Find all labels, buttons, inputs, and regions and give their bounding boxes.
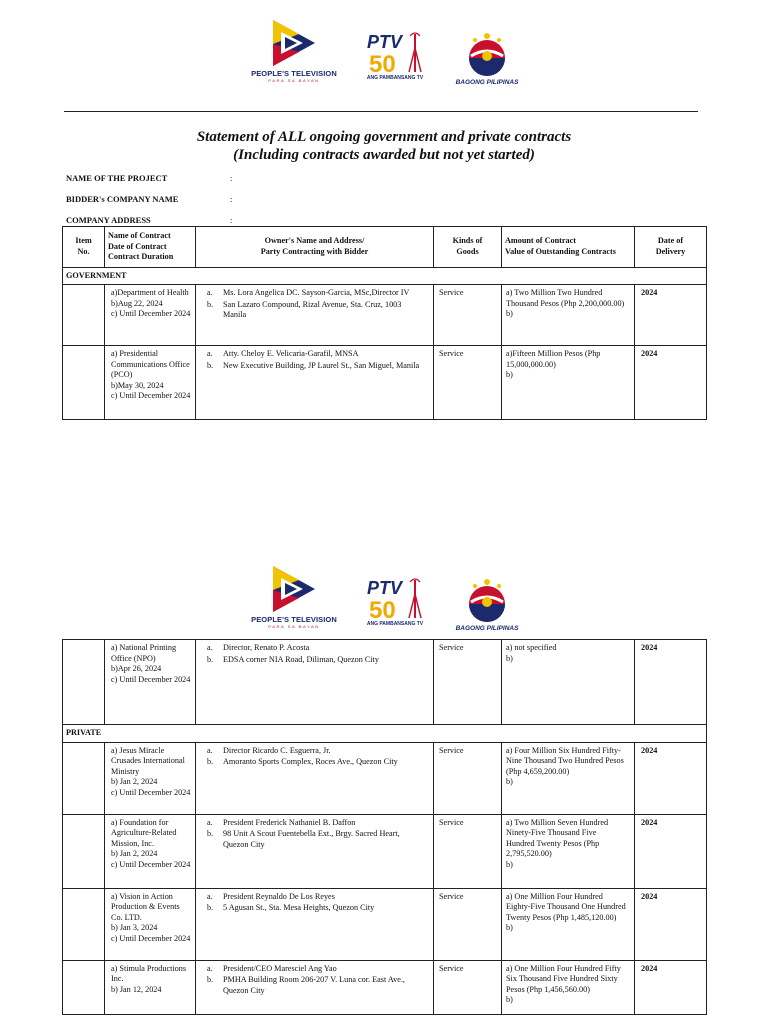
bagong-pilipinas-caption: BAGONG PILIPINAS xyxy=(455,79,519,86)
list-item: b. PMHA Building Room 206-207 V. Luna cor. East Ave., Quezon City xyxy=(207,975,405,995)
amount-cell: a)Fifteen Million Pesos (Php 15,000,000.00) b) xyxy=(502,346,635,420)
svg-text:50: 50 xyxy=(369,51,396,74)
bagong-pilipinas-seal-icon xyxy=(459,26,515,78)
section-label-government: GOVERNMENT xyxy=(63,267,707,285)
title-line-1: Statement of ALL ongoing government and private contracts xyxy=(196,129,572,145)
owner-cell xyxy=(196,640,434,725)
contract-cell: a) Foundation for Agriculture-Related Mission, Inc. b) Jan 2, 2024 c) Until December 2024 xyxy=(105,814,196,888)
delivery-cell: 2024 xyxy=(635,888,707,960)
project-name-field xyxy=(66,173,233,183)
list-item: b. 5 Agusan St., Sta. Mesa Heights, Quezon City xyxy=(207,903,375,912)
ptv-logo xyxy=(244,18,344,83)
goods-cell: Service xyxy=(434,640,502,725)
owner-cell xyxy=(196,742,434,814)
goods-cell: Service xyxy=(434,814,502,888)
svg-text:PTV: PTV xyxy=(367,578,403,598)
header-owner: Owner's Name and Address/ Party Contracting with Bidder xyxy=(196,227,434,268)
header-item-no: Item No. xyxy=(63,227,105,268)
amount-cell: a) One Million Four Hundred Fifty Six Thousand Five Hundred Sixty Pesos (Php 1,456,560.00) b) xyxy=(502,960,635,1014)
list-item: a. Director, Renato P. Acosta xyxy=(207,643,310,652)
section-row-private xyxy=(63,725,707,743)
ptv50-logo xyxy=(356,30,434,81)
contract-cell: a) Jesus Miracle Crusades International Ministry b) Jan 2, 2024 c) Until December 2024 xyxy=(105,742,196,814)
table-row xyxy=(63,346,707,420)
delivery-cell: 2024 xyxy=(635,814,707,888)
list-item: a. Director Ricardo C. Esguerra, Jr. xyxy=(207,745,331,755)
delivery-cell: 2024 xyxy=(635,285,707,346)
table-row xyxy=(63,640,707,725)
contracts-table-page-2 xyxy=(62,639,707,1015)
title-line-2: (Including contracts awarded but not yet started) xyxy=(233,147,535,163)
amount-cell: a) One Million Four Hundred Eighty-Five Thousand One Hundred Twenty Pesos (Php 1,485,120.00) b) xyxy=(502,888,635,960)
goods-cell: Service xyxy=(434,742,502,814)
bagong-pilipinas-seal-icon xyxy=(459,572,515,624)
item-no-cell xyxy=(63,346,105,420)
amount-cell: a) Four Million Six Hundred Fifty-Nine Thousand Two Hundred Pesos (Php 4,659,200.00) b) xyxy=(502,742,635,814)
table-row xyxy=(63,814,707,888)
header-kinds-of-goods: Kinds of Goods xyxy=(434,227,502,268)
ptv50-caption: ANG PAMBANSANG TV xyxy=(366,75,424,81)
bidder-company-colon: : xyxy=(230,194,233,204)
ptv-logo xyxy=(244,564,344,629)
list-item: a. Atty. Cheloy E. Velicaria-Garafil, MNSA xyxy=(207,349,359,358)
document-title xyxy=(0,128,768,164)
list-item: a. Ms. Lora Angelica DC. Sayson-Garcia, MSc,Director IV xyxy=(207,288,410,297)
table-row xyxy=(63,742,707,814)
list-item: a. President Reynaldo De Los Reyes xyxy=(207,891,335,901)
delivery-cell: 2024 xyxy=(635,346,707,420)
ptv-caption: PEOPLE'S TELEVISION xyxy=(251,69,337,78)
list-item: b. EDSA corner NIA Road, Diliman, Quezon City xyxy=(207,654,379,664)
delivery-cell: 2024 xyxy=(635,960,707,1014)
section-row-government xyxy=(63,267,707,285)
item-no-cell xyxy=(63,640,105,725)
svg-text:50: 50 xyxy=(369,597,396,620)
header-date-of-delivery: Date of Delivery xyxy=(635,227,707,268)
company-address-field xyxy=(66,215,233,225)
contract-cell: a) National Printing Office (NPO) b)Apr 26, 2024 c) Until December 2024 xyxy=(105,640,196,725)
list-item: b. San Lazaro Compound, Rizal Avenue, Sta. Cruz, 1003 Manila xyxy=(207,299,402,319)
contract-cell: a)Department of Health b)Aug 22, 2024 c) Until December 2024 xyxy=(105,285,196,346)
owner-cell xyxy=(196,285,434,346)
owner-cell xyxy=(196,346,434,420)
company-address-colon: : xyxy=(230,215,233,225)
item-no-cell xyxy=(63,888,105,960)
goods-cell: Service xyxy=(434,888,502,960)
contracts-table-page-1 xyxy=(62,226,707,420)
ptv50-caption: ANG PAMBANSANG TV xyxy=(366,621,424,627)
item-no-cell xyxy=(63,742,105,814)
owner-cell xyxy=(196,814,434,888)
owner-cell xyxy=(196,960,434,1014)
contract-cell: a) Presidential Communications Office (PCO) b)May 30, 2024 c) Until December 2024 xyxy=(105,346,196,420)
goods-cell: Service xyxy=(434,346,502,420)
bidder-company-label: BIDDER's COMPANY NAME xyxy=(66,194,179,204)
goods-cell: Service xyxy=(434,960,502,1014)
project-name-colon: : xyxy=(230,173,233,183)
ptv50-mark-icon xyxy=(365,30,425,74)
ptv50-mark-icon xyxy=(365,576,425,620)
project-name-label: NAME OF THE PROJECT xyxy=(66,173,168,183)
bagong-pilipinas-caption: BAGONG PILIPINAS xyxy=(455,625,519,632)
table-row xyxy=(63,285,707,346)
owner-cell xyxy=(196,888,434,960)
contract-cell: a) Stimula Productions Inc. b) Jan 12, 2024 xyxy=(105,960,196,1014)
page-header xyxy=(0,10,768,88)
list-item: b. 98 Unit A Scout Fuentebella Ext., Brgy. Sacred Heart, Quezon City xyxy=(207,829,400,849)
section-label-private: PRIVATE xyxy=(63,725,707,743)
bagong-pilipinas-logo xyxy=(452,26,522,86)
header-divider xyxy=(64,111,698,112)
amount-cell: a) not specified b) xyxy=(502,640,635,725)
amount-cell: a) Two Million Two Hundred Thousand Pesos (Php 2,200,000.00) b) xyxy=(502,285,635,346)
delivery-cell: 2024 xyxy=(635,742,707,814)
ptv-subcaption: PARA SA BAYAN xyxy=(268,78,320,83)
page-header xyxy=(0,556,768,634)
goods-cell: Service xyxy=(434,285,502,346)
ptv-flag-icon xyxy=(269,18,319,68)
list-item: b. New Executive Building, JP Laurel St., San Miguel, Manila xyxy=(207,360,420,370)
item-no-cell xyxy=(63,960,105,1014)
contract-cell: a) Vision in Action Production & Events Co. LTD. b) Jan 3, 2024 c) Until December 2024 xyxy=(105,888,196,960)
ptv-caption: PEOPLE'S TELEVISION xyxy=(251,615,337,624)
table-header-row xyxy=(63,227,707,268)
item-no-cell xyxy=(63,814,105,888)
header-amount: Amount of Contract Value of Outstanding Contracts xyxy=(502,227,635,268)
ptv-subcaption: PARA SA BAYAN xyxy=(268,624,320,629)
item-no-cell xyxy=(63,285,105,346)
bagong-pilipinas-logo xyxy=(452,572,522,632)
list-item: a. President/CEO Maresciel Ang Yao xyxy=(207,963,337,973)
ptv-flag-icon xyxy=(269,564,319,614)
company-address-label: COMPANY ADDRESS xyxy=(66,215,151,225)
delivery-cell: 2024 xyxy=(635,640,707,725)
header-contract: Name of Contract Date of Contract Contract Duration xyxy=(105,227,196,268)
svg-text:PTV: PTV xyxy=(367,32,403,52)
list-item: b. Amoranto Sports Complex, Roces Ave., Quezon City xyxy=(207,757,398,766)
ptv50-logo xyxy=(356,576,434,627)
amount-cell: a) Two Million Seven Hundred Ninety-Five Thousand Five Hundred Twenty Pesos (Php 2,795,520.00) b) xyxy=(502,814,635,888)
list-item: a. President Frederick Nathaniel B. Daffon xyxy=(207,817,356,827)
bidder-company-field xyxy=(66,194,233,204)
table-row xyxy=(63,960,707,1014)
table-row xyxy=(63,888,707,960)
